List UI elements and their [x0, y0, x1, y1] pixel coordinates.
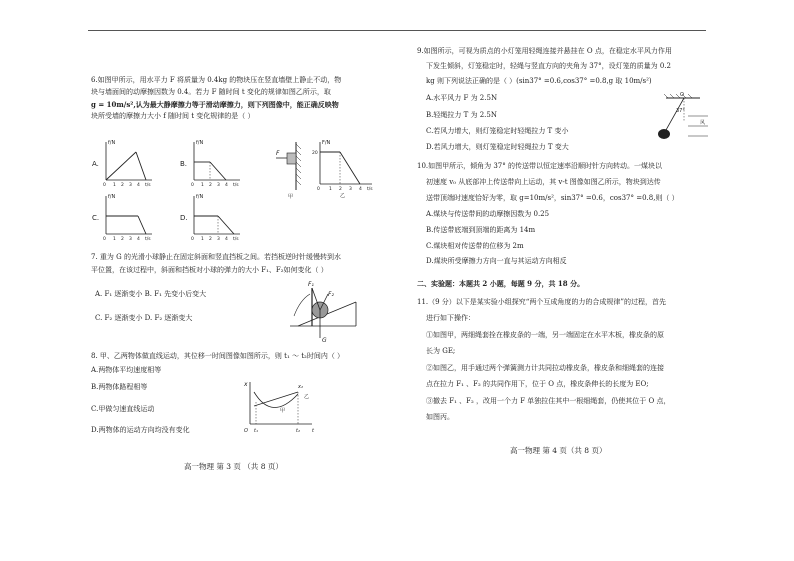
- q8-option-c: C.甲做匀速直线运动: [91, 405, 155, 413]
- q6-line-4: 块所受墙的摩擦力大小 f 随时间 t 变化规律的是（ ）: [91, 112, 255, 120]
- svg-text:3: 3: [129, 183, 132, 188]
- q10-option-d: D.煤块所受摩擦力方向一直与其运动方向相反: [426, 257, 567, 265]
- svg-text:0: 0: [103, 183, 106, 188]
- svg-text:x: x: [244, 381, 248, 388]
- svg-text:2: 2: [121, 183, 124, 188]
- q10-line-1: 10.如图甲所示，倾角为 37° 的传送带以恒定速率沿顺时针方向转动。一煤块以: [417, 162, 662, 170]
- q9-line-3: kg 则下列说法正确的是（ ）(sin37° =0.6,cos37° =0.8,g 取 10m/s²): [426, 77, 652, 85]
- svg-text:f/N: f/N: [108, 194, 116, 200]
- q11-line-7: ③撤去 F₁ 、F₂ ，改用一个力 F 单独拉住其中一根细绳套，仍使其位于 O 点，: [426, 397, 671, 405]
- section-2-heading: 二、实验题：本题共 2 小题，每题 9 分，共 18 分。: [417, 279, 585, 288]
- q8-figure: [242, 378, 322, 434]
- svg-text:t/s: t/s: [233, 183, 239, 188]
- q11-line-4: 长为 GE;: [426, 347, 456, 355]
- svg-text:f/N: f/N: [196, 140, 204, 146]
- q6-fig-jia: [268, 140, 308, 200]
- svg-text:x₂: x₂: [298, 384, 303, 390]
- svg-text:0: 0: [317, 187, 320, 192]
- svg-text:3: 3: [349, 187, 352, 192]
- q6-graph-a-label: A.: [92, 160, 99, 168]
- svg-text:2: 2: [339, 187, 342, 192]
- q6-fig-yi: [310, 138, 380, 198]
- svg-text:1: 1: [201, 183, 204, 188]
- svg-text:20: 20: [312, 151, 318, 156]
- q11-line-6: 点在拉力 F₁ 、F₂ 的共同作用下，位于 O 点，橡皮条伸长的长度为 EO;: [426, 380, 649, 388]
- q11-line-1: 11.（9 分）以下是某实验小组探究“两个互成角度的力的合成规律”的过程，首先: [417, 298, 666, 306]
- svg-text:O: O: [680, 92, 684, 98]
- q6-graph-a: [92, 138, 162, 188]
- q6-line-2: 块与墙面间的动摩擦因数为 0.4。若力 F 随时间 t 变化的规律如图乙所示，取: [91, 88, 331, 96]
- q6-line-3: g = 10m/s²,认为最大静摩擦力等于滑动摩擦力，则下列图像中，能正确反映物: [91, 100, 339, 109]
- q6-graph-c-label: C.: [92, 214, 100, 222]
- svg-text:F₂: F₂: [328, 291, 334, 298]
- svg-text:t₁: t₁: [254, 428, 258, 434]
- svg-text:2: 2: [209, 183, 212, 188]
- svg-text:2: 2: [121, 237, 124, 242]
- q11-line-3: ①如图甲，两细绳套拴在橡皮条的一端，另一端固定在水平木板，橡皮条的原: [426, 331, 664, 339]
- svg-text:F₁: F₁: [308, 281, 314, 288]
- q11-line-5: ②如图乙，用手通过两个弹簧测力计共同拉动橡皮条，橡皮条和细绳套的连接: [426, 364, 664, 372]
- q6-line-1: 6.如图甲所示，用水平力 F 将质量为 0.4kg 的物块压在竖直墙壁上静止不动，物: [91, 76, 342, 84]
- q8-option-d: D.两物体的运动方向均没有变化: [91, 426, 190, 434]
- svg-text:1: 1: [201, 237, 204, 242]
- svg-text:0: 0: [191, 183, 194, 188]
- q9-figure: [650, 94, 710, 144]
- q6-graph-a-line: [106, 152, 136, 180]
- svg-text:f/N: f/N: [196, 194, 204, 200]
- q10-line-3: 送带顶端时速度恰好为零，取 g=10m/s²，sin37° =0.6，cos37° =0.8,则（ ）: [426, 194, 679, 202]
- top-rule: [88, 30, 706, 31]
- q9-option-a: A.水平风力 F 为 2.5N: [426, 94, 498, 102]
- q10-option-b: B.传送带底端到顶端的距离为 14m: [426, 226, 536, 234]
- q6-graph-c: [92, 192, 162, 242]
- svg-text:t/s: t/s: [145, 183, 151, 188]
- svg-text:37°: 37°: [676, 108, 685, 114]
- q8-line-1: 8. 甲、乙两物体做直线运动，其位移一时间图像如图所示，则 t₁ ～ t₂时间内（ ）: [91, 352, 345, 360]
- q11-line-8: 如图丙。: [426, 413, 454, 421]
- svg-text:4: 4: [225, 237, 228, 242]
- svg-text:F: F: [276, 150, 280, 157]
- svg-text:4: 4: [225, 183, 228, 188]
- q7-options-cd: C. F₂ 逐渐变小 D. F₂ 逐渐变大: [95, 314, 193, 322]
- svg-text:F/N: F/N: [322, 140, 331, 146]
- right-footer: 高一物理 第 4 页（共 8 页）: [510, 446, 607, 455]
- svg-text:t/s: t/s: [233, 237, 239, 242]
- q9-line-1: 9.如图所示，可视为质点的小灯笼用轻绳连接并悬挂在 O 点，在稳定水平风力作用: [417, 47, 672, 55]
- left-footer: 高一物理 第 3 页 （共 8 页）: [184, 462, 283, 471]
- svg-text:4: 4: [137, 183, 140, 188]
- svg-text:3: 3: [217, 237, 220, 242]
- q8-option-a: A.两物体平均速度相等: [91, 366, 162, 374]
- svg-text:t/s: t/s: [367, 187, 373, 192]
- q11-line-2: 进行如下操作：: [426, 314, 475, 322]
- q9-option-d: D.若风力增大，则灯笼稳定时轻绳拉力 T 变大: [426, 143, 569, 151]
- q6-graph-a-ylabel: f/N: [108, 140, 116, 146]
- q6-graph-d: [180, 192, 250, 248]
- svg-text:3: 3: [217, 183, 220, 188]
- svg-text:G: G: [322, 337, 327, 344]
- svg-text:0: 0: [103, 237, 106, 242]
- q10-option-c: C.煤块相对传送带的位移为 2m: [426, 242, 524, 250]
- q7-line-2: 平位置，在该过程中，斜面和挡板对小球的弹力的大小 F₁、F₂如何变化（ ）: [91, 266, 328, 274]
- q10-line-2: 初速度 v₀ 从底部冲上传送带向上运动，其 v-t 图像如图乙所示，物块到达传: [426, 178, 661, 186]
- svg-text:4: 4: [359, 187, 362, 192]
- svg-text:1: 1: [113, 237, 116, 242]
- svg-text:t₂: t₂: [296, 428, 300, 434]
- q7-figure: [284, 280, 364, 344]
- svg-text:乙: 乙: [304, 394, 310, 400]
- svg-text:t/s: t/s: [145, 237, 151, 242]
- q7-line-1: 7. 重为 G 的光滑小球静止在固定斜面和竖直挡板之间。若挡板逆时针缓慢转到水: [91, 253, 341, 261]
- q10-option-a: A.煤块与传送带间的动摩擦因数为 0.25: [426, 210, 550, 218]
- svg-text:0: 0: [191, 237, 194, 242]
- q6-graph-b: [180, 138, 250, 188]
- q6-graph-d-label: D.: [180, 214, 188, 222]
- q8-option-b: B.两物体路程相等: [91, 383, 148, 391]
- svg-text:1: 1: [113, 183, 116, 188]
- svg-text:2: 2: [209, 237, 212, 242]
- svg-text:甲: 甲: [280, 408, 286, 414]
- svg-text:4: 4: [137, 237, 140, 242]
- q6-fig-jia-label: 甲: [288, 194, 294, 200]
- q6-graph-b-label: B.: [180, 160, 188, 168]
- q9-option-b: B.轻绳拉力 T 为 2.5N: [426, 111, 497, 119]
- q9-line-2: 下发生倾斜，灯笼稳定时，轻绳与竖直方向的夹角为 37°，设灯笼的质量为 0.2: [426, 62, 671, 70]
- svg-text:3: 3: [129, 237, 132, 242]
- svg-text:t: t: [312, 428, 314, 434]
- svg-text:风: 风: [700, 120, 706, 126]
- svg-text:1: 1: [329, 187, 332, 192]
- q7-options-ab: A. F₁ 逐渐变小 B. F₁ 先变小后变大: [95, 290, 207, 298]
- q6-fig-yi-label: 乙: [340, 193, 346, 199]
- svg-text:O: O: [244, 428, 248, 434]
- q9-option-c: C.若风力增大，则灯笼稳定时轻绳拉力 T 变小: [426, 127, 569, 135]
